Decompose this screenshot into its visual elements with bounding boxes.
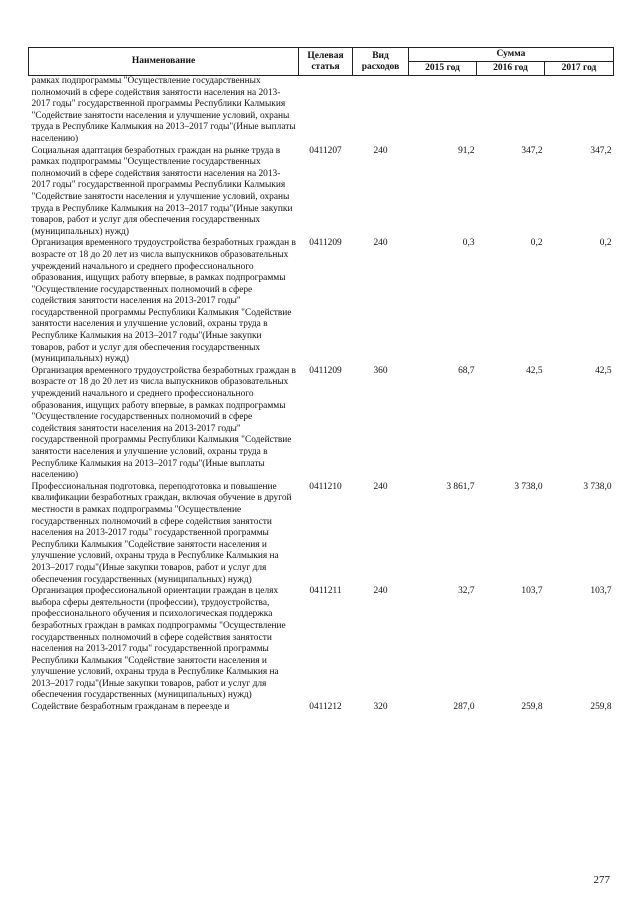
row-sum-2017: 259,8 <box>590 702 612 713</box>
row-sum-2015: 0,3 <box>462 238 475 249</box>
row-sum-2016: 347,2 <box>521 145 543 156</box>
row-sum-2017 <box>545 76 614 146</box>
table-row <box>29 146 614 239</box>
row-expense-type: 240 <box>373 238 388 249</box>
table-row <box>29 586 614 702</box>
row-expense-type <box>353 76 409 146</box>
row-name: Содействие безработным гражданам в переезде и <box>31 702 230 713</box>
row-sum-2017: 0,2 <box>599 238 612 249</box>
header-2017: 2017 год <box>545 62 614 76</box>
table-row <box>29 702 614 714</box>
row-code: 0411209 <box>309 365 342 376</box>
table-row <box>29 366 614 482</box>
row-sum-2017: 347,2 <box>590 145 612 156</box>
row-sum-2015: 287,0 <box>453 702 475 713</box>
row-name: рамках подпрограммы "Осуществление государственных полномочий в сфере содействия занятости населения на 2013-2017 годы" государственной программы Республики Калмыкия "Содействие занятости населения и улучшение условий, охраны труда в Республике Калмыкия на 2013–2017 годы"(Иные выплаты населению) <box>31 76 296 144</box>
row-code: 0411209 <box>309 238 342 249</box>
row-sum-2017: 42,5 <box>595 365 612 376</box>
row-sum-2016: 0,2 <box>530 238 543 249</box>
table-row <box>29 482 614 586</box>
row-code <box>299 76 353 146</box>
header-name: Наименование <box>29 48 299 76</box>
header-2015: 2015 год <box>409 62 477 76</box>
header-2016: 2016 год <box>477 62 545 76</box>
budget-table-container <box>28 47 613 714</box>
row-sum-2015: 32,7 <box>458 586 475 597</box>
row-name: Социальная адаптация безработных граждан на рынке труда в рамках подпрограммы "Осуществление государственных полномочий в сфере содействия занятости населения на 2013-2017 годы" государственной программы Республики Калмыкия "Содействие занятости населения и улучшение условий, охраны труда в Республике Калмыкия на 2013–2017 годы"(Иные закупки товаров, работ и услуг для обеспечения государственных (муниципальных) нужд) <box>31 145 293 237</box>
row-expense-type: 240 <box>373 481 388 492</box>
row-expense-type: 240 <box>373 586 388 597</box>
row-sum-2015: 91,2 <box>458 145 475 156</box>
header-code: Целевая статья <box>299 48 353 76</box>
row-name: Организация временного трудоустройства безработных граждан в возрасте от 18 до 20 лет из числа выпускников образовательных учреждений начального и среднего профессионального образования, ищущих работу впервые, в рамках подпрограммы "Осуществление государственных полномочий в сфере содействия занятости населения на 2013-2017 годы" государственной программы Республики Калмыкия "Содействие занятости населения и улучшение условий, охраны труда в Республике Калмыкия на 2013–2017 годы"(Иные выплаты населению) <box>31 365 296 481</box>
row-code: 0411210 <box>309 481 342 492</box>
row-code: 0411212 <box>309 702 342 713</box>
row-sum-2016: 259,8 <box>521 702 543 713</box>
budget-table <box>28 47 614 714</box>
table-header <box>29 48 614 76</box>
table-body <box>29 76 614 714</box>
row-sum-2016: 42,5 <box>526 365 543 376</box>
header-vid: Вид расходов <box>353 48 409 76</box>
row-code: 0411211 <box>309 586 342 597</box>
row-sum-2015: 68,7 <box>458 365 475 376</box>
page-number: 277 <box>593 874 610 886</box>
row-expense-type: 360 <box>373 365 388 376</box>
table-row <box>29 76 614 146</box>
row-name: Профессиональная подготовка, переподготовка и повышение квалификации безработных граждан, включая обучение в другой местности в рамках подпрограммы "Осуществление государственных полномочий в сфере содействия занятости населения на 2013-2017 годы" государственной программы Республики Калмыкия "Содействие занятости населения и улучшение условий, охраны труда в Республике Калмыкия на 2013–2017 годы"(Иные закупки товаров, работ и услуг для обеспечения государственных (муниципальных) нужд) <box>31 481 292 585</box>
row-sum-2017: 3 738,0 <box>583 481 612 492</box>
row-name: Организация профессиональной ориентации граждан в целях выбора сферы деятельности (профессии), трудоустройства, профессионального обучения и психологическая поддержка безработных граждан в рамках подпрограммы "Осуществление государственных полномочий в сфере содействия занятости населения на 2013-2017 годы" государственной программы Республики Калмыкия "Содействие занятости населения и улучшение условий, охраны труда в Республике Калмыкия на 2013–2017 годы"(Иные закупки товаров, работ и услуг для обеспечения государственных (муниципальных) нужд) <box>31 586 286 701</box>
row-sum-2016: 103,7 <box>521 586 543 597</box>
row-expense-type: 320 <box>373 702 388 713</box>
row-sum-2016: 3 738,0 <box>514 481 543 492</box>
row-sum-2017: 103,7 <box>590 586 612 597</box>
row-sum-2015: 3 861,7 <box>446 481 475 492</box>
row-sum-2016 <box>477 76 545 146</box>
header-sum: Сумма <box>409 48 614 62</box>
row-name: Организация временного трудоустройства безработных граждан в возрасте от 18 до 20 лет из числа выпускников образовательных учреждений начального и среднего профессионального образования, ищущих работу впервые, в рамках подпрограммы "Осуществление государственных полномочий в сфере содействия занятости населения на 2013-2017 годы" государственной программы Республики Калмыкия "Содействие занятости населения и улучшение условий, охраны труда в Республике Калмыкия на 2013–2017 годы"(Иные закупки товаров, работ и услуг для обеспечения государственных (муниципальных) нужд) <box>31 238 296 365</box>
row-expense-type: 240 <box>373 145 388 156</box>
row-sum-2015 <box>409 76 477 146</box>
table-row <box>29 238 614 366</box>
row-code: 0411207 <box>309 145 342 156</box>
